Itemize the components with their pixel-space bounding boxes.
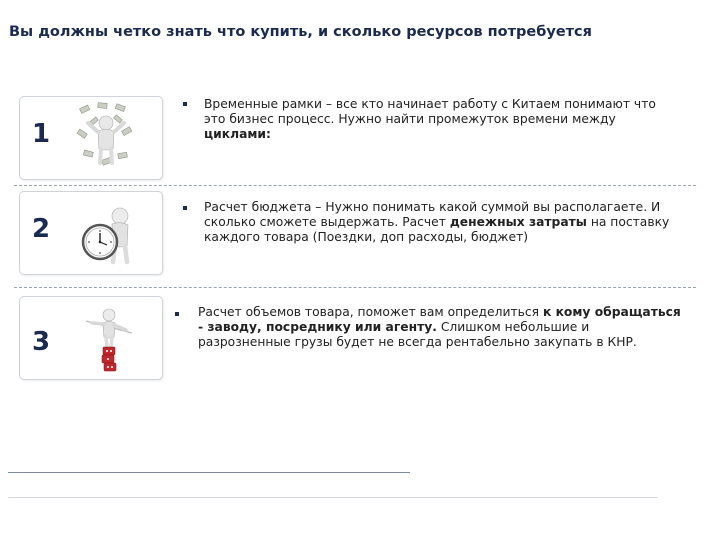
bullet-marker	[183, 102, 187, 106]
footer-line-right	[8, 497, 658, 498]
row-text-bold: денежных затраты	[449, 215, 587, 229]
step-number: 2	[32, 214, 51, 244]
row-divider	[14, 287, 696, 288]
row-text-bold: к кому обращаться - заводу, посреднику или агенту.	[198, 305, 681, 334]
step-number: 3	[32, 327, 51, 357]
row-text-2	[204, 200, 674, 245]
row-text-plain: Временные рамки – все кто начинает работу с Китаем понимают что это бизнес процесс. Нужно найти промежуток времени между	[204, 97, 656, 126]
step-number: 1	[32, 119, 51, 149]
step-card-3	[19, 296, 163, 380]
bullet-marker	[183, 206, 187, 210]
clock-person-icon	[80, 200, 142, 266]
row-text-1	[204, 97, 674, 142]
footer-line-left	[8, 472, 410, 473]
bullet-marker	[175, 312, 179, 316]
balancing-person-icon	[82, 301, 142, 375]
row-text-3	[198, 305, 684, 350]
row-text-bold: циклами:	[204, 127, 271, 141]
row-text-after: на поставку каждого товара (Поездки, доп расходы, бюджет)	[204, 215, 670, 244]
step-card-1	[19, 96, 163, 180]
row-text-after: Слишком небольшие и разрозненные грузы будет не всегда рентабельно закупать в КНР.	[198, 320, 637, 349]
page-title: Вы должны четко знать что купить, и сколько ресурсов потребуется	[9, 24, 592, 40]
row-text-plain: Расчет объемов товара, поможет вам определиться	[198, 305, 543, 319]
money-person-icon	[76, 101, 136, 171]
step-card-2	[19, 191, 163, 275]
row-divider	[14, 185, 696, 186]
row-text-plain: Расчет бюджета – Нужно понимать какой суммой вы располагаете. И сколько сможете выдержать. Расчет	[204, 200, 661, 229]
